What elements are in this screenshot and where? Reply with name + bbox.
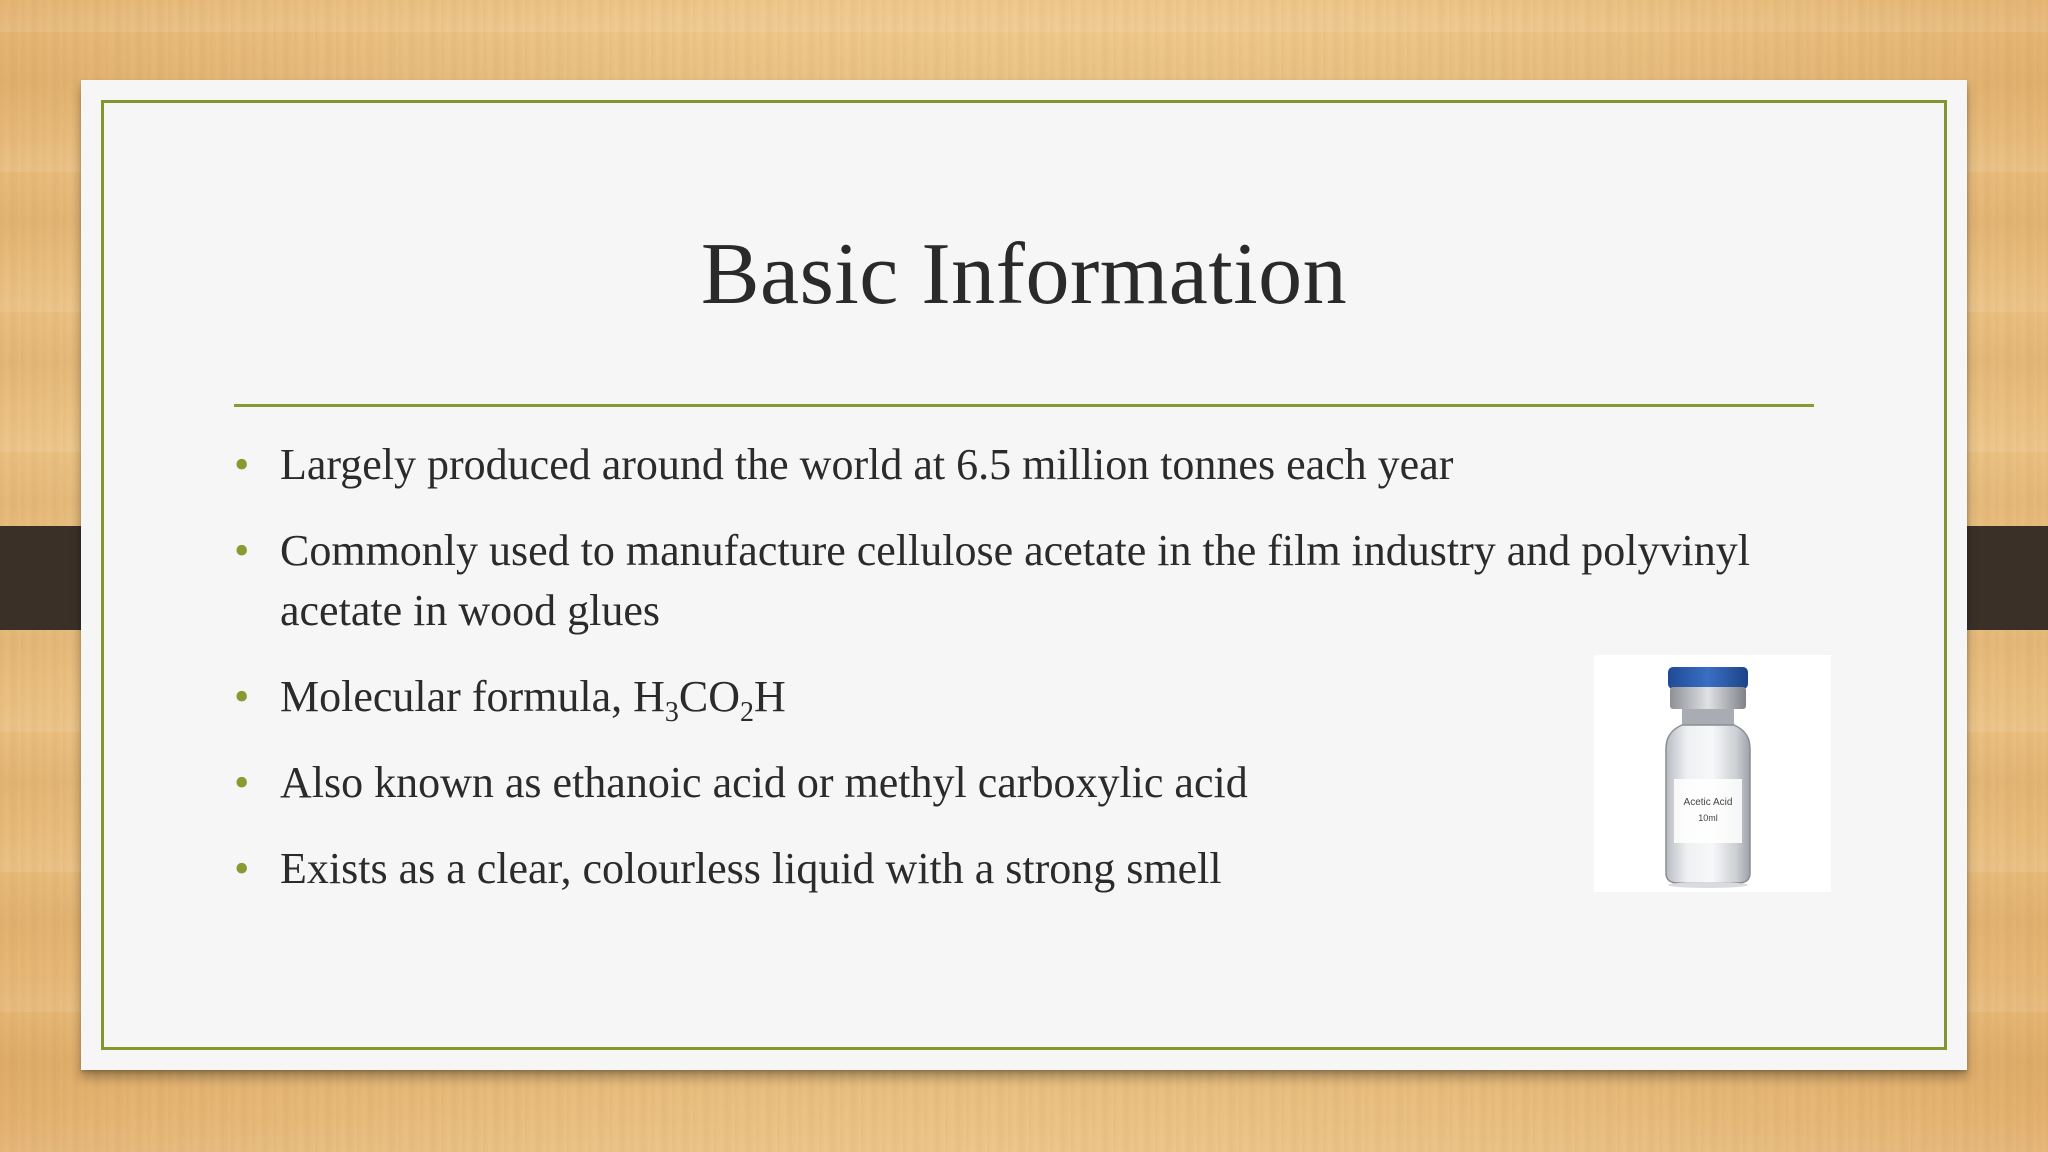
title-divider <box>234 404 1814 407</box>
bullet-text: Largely produced around the world at 6.5 million tonnes each year <box>280 440 1454 489</box>
bullet-dot-icon: • <box>234 526 250 575</box>
bullet-item <box>234 521 1794 641</box>
bullet-item <box>234 839 1794 899</box>
slide <box>81 80 1967 1070</box>
bullet-item <box>234 435 1794 495</box>
formula-h: H <box>633 672 665 721</box>
bullet-text: Commonly used to manufacture cellulose acetate in the film industry and polyvinyl acetate in wood glues <box>280 526 1750 635</box>
bullet-item <box>234 753 1794 813</box>
formula-co: CO <box>678 672 741 721</box>
slide-title: Basic Information <box>700 226 1348 323</box>
bullet-dot-icon: • <box>234 672 250 721</box>
bullet-text: Exists as a clear, colourless liquid with a strong smell <box>280 844 1222 893</box>
bullet-dot-icon: • <box>234 440 250 489</box>
bullet-text: Molecular formula, <box>280 672 634 721</box>
bullet-text: Also known as ethanoic acid or methyl carboxylic acid <box>280 758 1248 807</box>
vial-icon <box>1594 655 1831 892</box>
bullet-dot-icon: • <box>234 844 250 893</box>
bullet-item <box>234 667 1794 727</box>
bullet-dot-icon: • <box>234 758 250 807</box>
formula-subscript: 3 <box>664 697 679 728</box>
vial-label-line2: 10ml <box>1698 813 1718 823</box>
bullet-list <box>234 435 1794 925</box>
formula-subscript: 2 <box>740 697 755 728</box>
vial-photo <box>1594 655 1831 892</box>
formula-end: H <box>754 672 786 721</box>
vial-label-line1: Acetic Acid <box>1683 797 1733 808</box>
